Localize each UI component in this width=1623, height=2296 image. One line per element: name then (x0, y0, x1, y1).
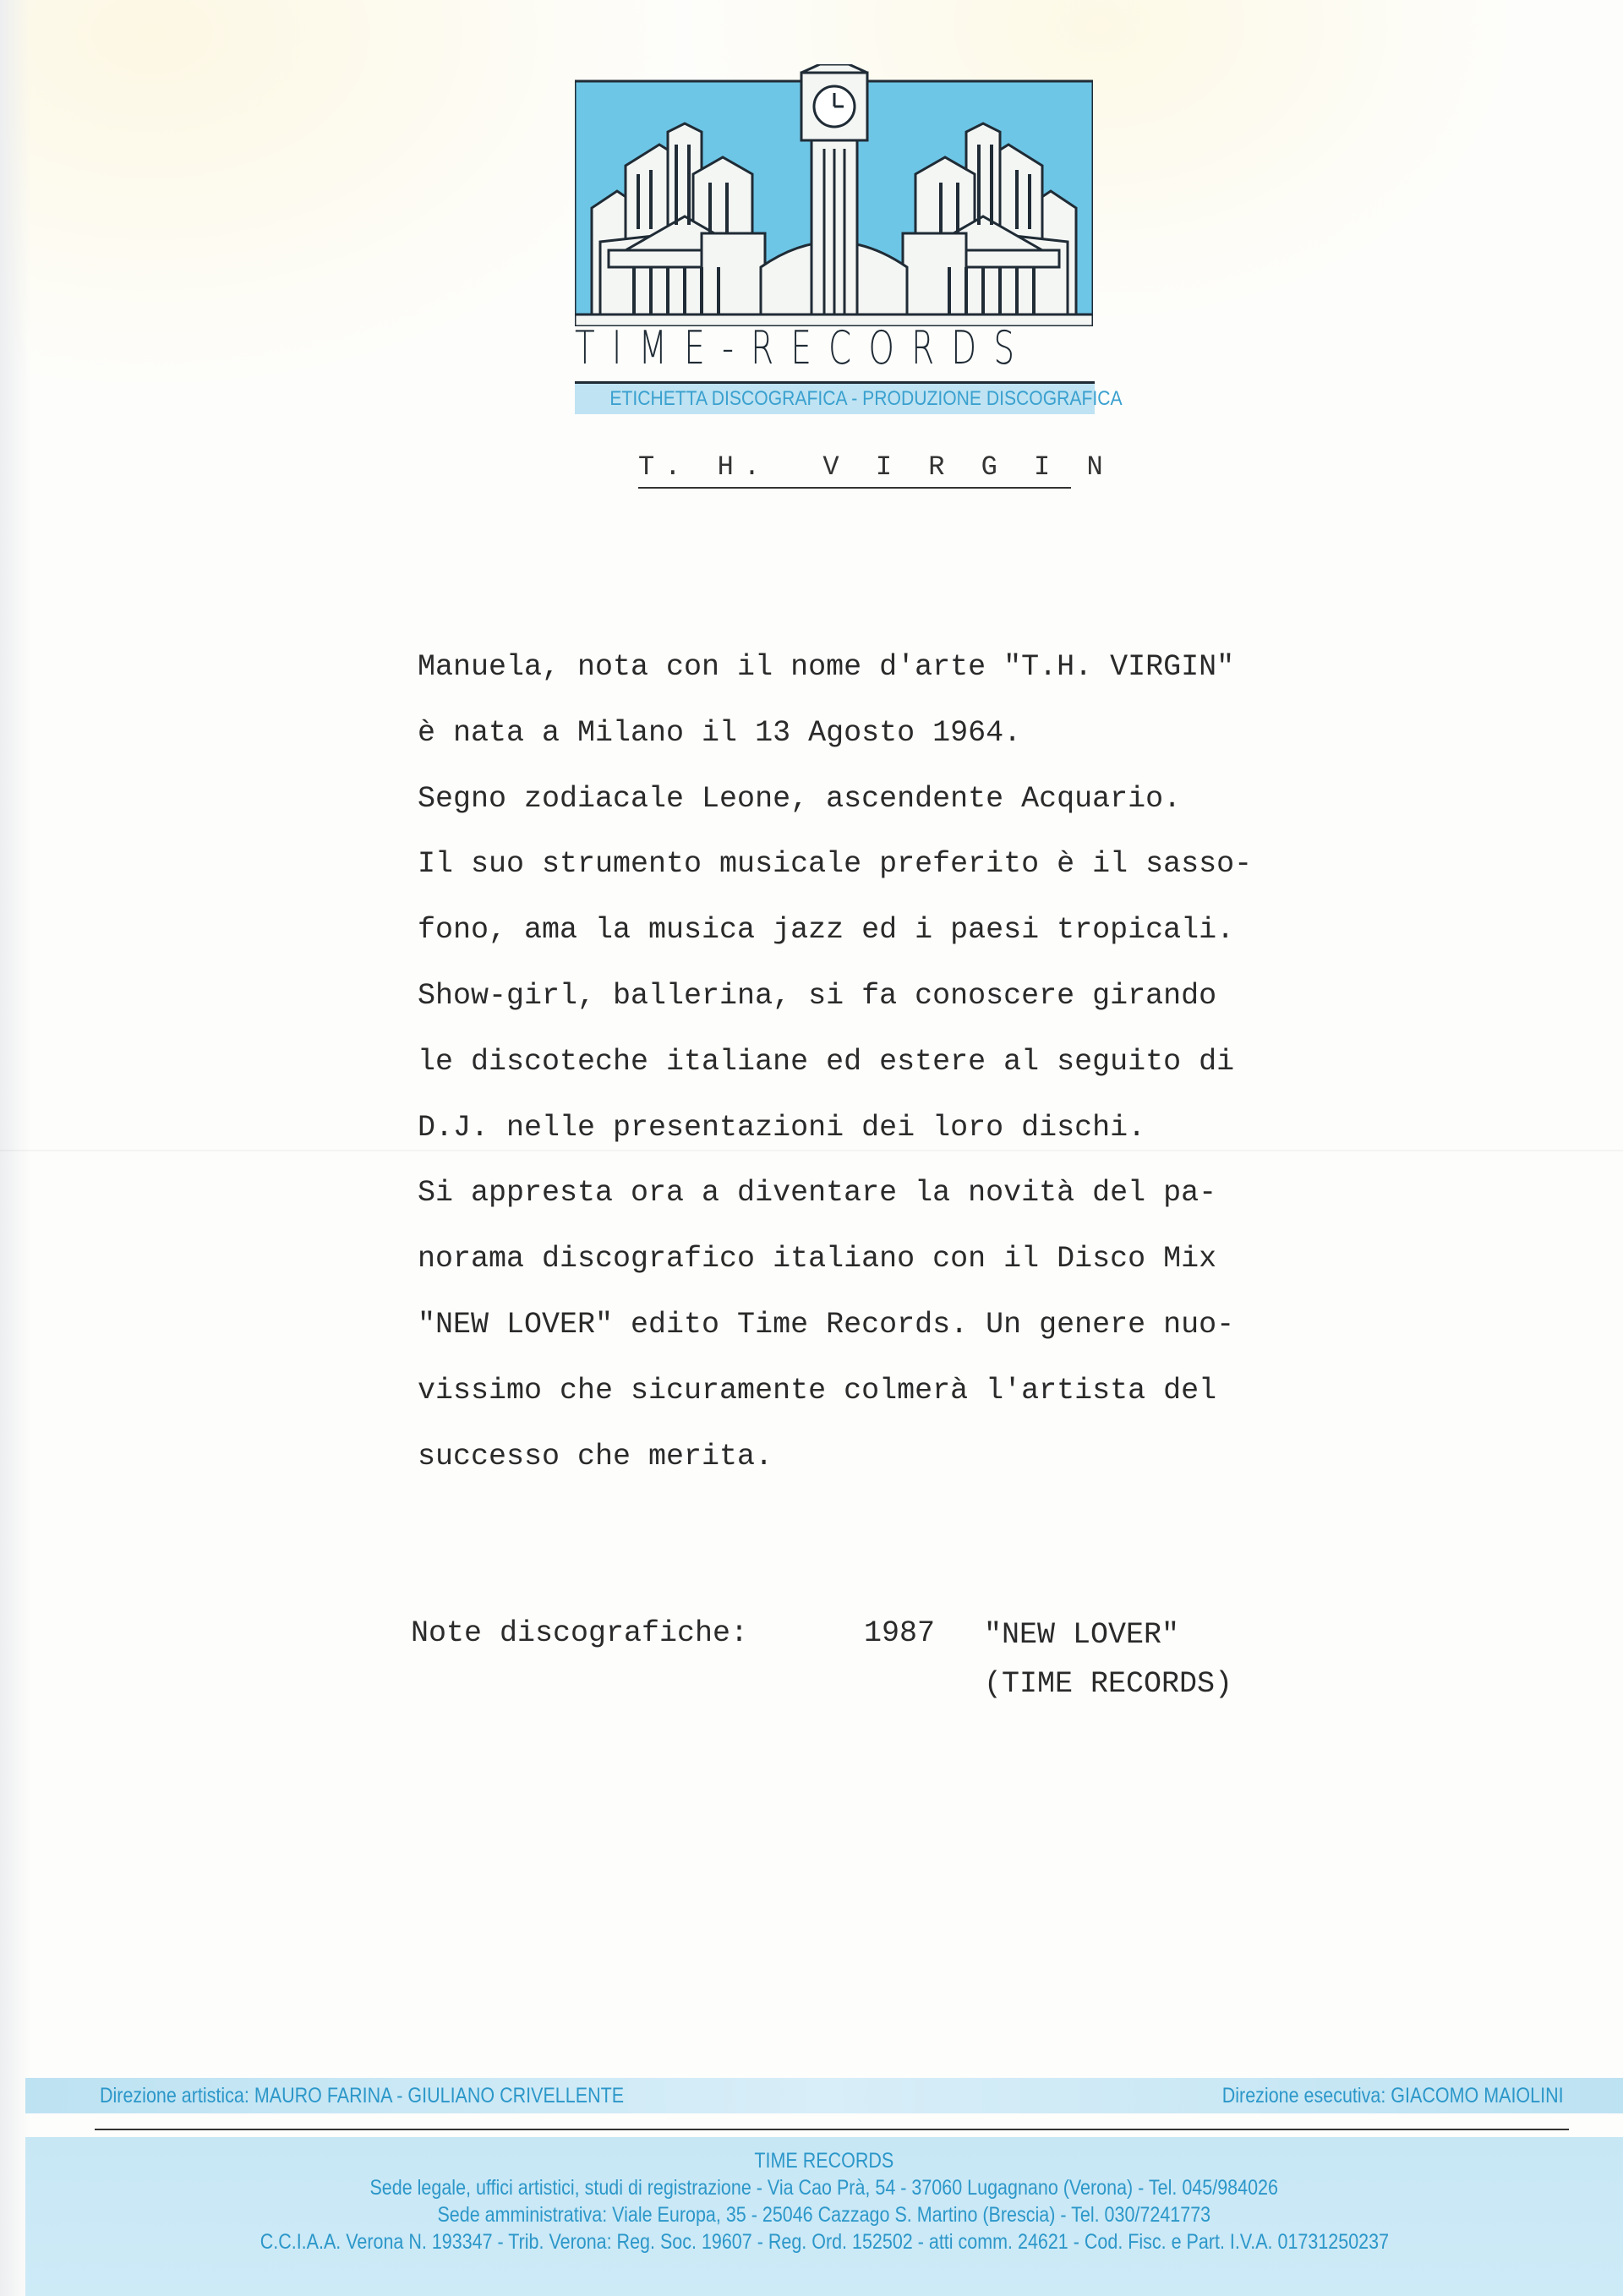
body-line: successo che merita. (418, 1439, 773, 1473)
logo-title: TIME-RECORDS (575, 321, 1032, 374)
footer-divider (95, 2129, 1569, 2130)
executive-direction: Direzione esecutiva: GIACOMO MAIOLINI (1222, 2084, 1564, 2107)
body-line: "NEW LOVER" edito Time Records. Un genere nuo- (418, 1307, 1235, 1342)
discography-year: 1987 (864, 1616, 936, 1650)
discography-label: Note discografiche: (411, 1616, 749, 1650)
footer-company-info (25, 2147, 1623, 2255)
document-heading: T. H. V I R G I N (638, 451, 1113, 483)
scan-edge (0, 0, 30, 2296)
body-line: norama discografico italiano con il Disco Mix (418, 1242, 1217, 1276)
footer-legal-office: Sede legale, uffici artistici, studi di registrazione - Via Cao Prà, 54 - 37060 Lugagnano (Verona) - Tel. 045/984026 (369, 2176, 1279, 2200)
letterhead-logo (575, 41, 1123, 410)
body-line: Manuela, nota con il nome d'arte "T.H. VIRGIN" (418, 650, 1235, 684)
city-clocktower-icon (575, 64, 1093, 326)
footer-company: TIME RECORDS (754, 2149, 894, 2173)
discography-record-label: (TIME RECORDS) (984, 1667, 1233, 1701)
body-line: Segno zodiacale Leone, ascendente Acquario. (418, 781, 1182, 816)
artistic-direction: Direzione artistica: MAURO FARINA - GIULIANO CRIVELLENTE (100, 2084, 625, 2107)
footer-admin-office: Sede amministrativa: Viale Europa, 35 - 25046 Cazzago S. Martino (Brescia) - Tel. 030/7241773 (437, 2203, 1211, 2227)
heading-underline (638, 487, 1071, 489)
body-line: le discoteche italiane ed estere al seguito di (418, 1044, 1235, 1079)
discography-title: "NEW LOVER" (984, 1618, 1180, 1652)
logo-subtitle: ETICHETTA DISCOGRAFICA - PRODUZIONE DISCOGRAFICA (609, 387, 1123, 410)
body-line: Si appresta ora a diventare la novità del pa- (418, 1176, 1217, 1211)
body-line: è nata a Milano il 13 Agosto 1964. (418, 715, 1022, 750)
body-line: vissimo che sicuramente colmerà l'artista del (418, 1373, 1217, 1408)
biography-text (418, 642, 1390, 1497)
body-line: D.J. nelle presentazioni dei loro dischi. (418, 1110, 1146, 1145)
footer-registration: C.C.I.A.A. Verona N. 193347 - Trib. Verona: Reg. Soc. 19607 - Reg. Ord. 152502 - atti comm. 24621 - Cod. Fisc. e Part. I.V.A. 01731250237 (260, 2230, 1389, 2254)
body-line: fono, ama la musica jazz ed i paesi tropicali. (418, 913, 1235, 948)
body-line: Show-girl, ballerina, si fa conoscere girando (418, 978, 1217, 1013)
body-line: Il suo strumento musicale preferito è il sasso- (418, 847, 1253, 882)
logo-subtitle-band (575, 384, 1123, 414)
